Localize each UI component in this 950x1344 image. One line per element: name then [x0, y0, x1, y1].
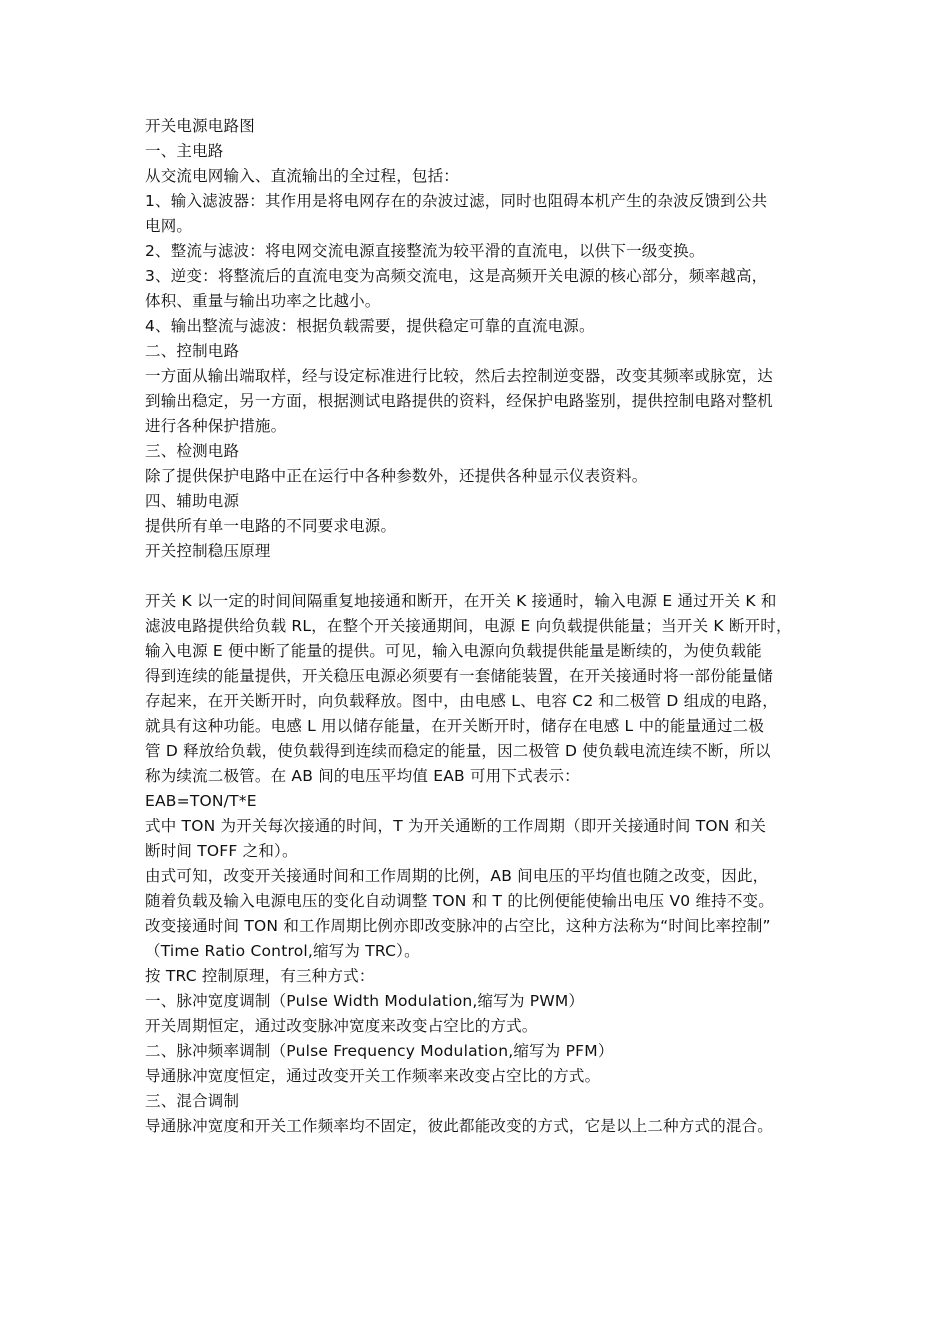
- paragraph-line: 导通脉冲宽度和开关工作频率均不固定，彼此都能改变的方式，它是以上二种方式的混合。: [145, 1117, 774, 1135]
- paragraph-line: 开关 K 以一定的时间间隔重复地接通和断开，在开关 K 接通时，输入电源 E 通过开关 K 和: [145, 592, 777, 610]
- section-heading-aux-power: 四、辅助电源: [145, 492, 240, 510]
- paragraph-line: 存起来，在开关断开时，向负载释放。图中，由电感 L、电容 C2 和二极管 D 组成的电路，: [145, 692, 778, 710]
- paragraph: 从交流电网输入、直流输出的全过程，包括：: [145, 167, 460, 185]
- paragraph-line: 4、输出整流与滤波：根据负载需要，提供稳定可靠的直流电源。: [145, 317, 595, 335]
- paragraph-line: 3、逆变：将整流后的直流电变为高频交流电，这是高频开关电源的核心部分，频率越高，: [145, 267, 768, 285]
- paragraph-line: 断时间 TOFF 之和）。: [145, 842, 298, 860]
- paragraph-line: 式中 TON 为开关每次接通的时间，T 为开关通断的工作周期（即开关接通时间 TON 和关: [145, 817, 767, 835]
- subheading-pwm: 一、脉冲宽度调制（Pulse Width Modulation,缩写为 PWM）: [145, 992, 585, 1010]
- paragraph-line: 输入电源 E 便中断了能量的提供。可见，输入电源向负载提供能量是断续的，为使负载能: [145, 642, 762, 660]
- paragraph-line: 提供所有单一电路的不同要求电源。: [145, 517, 397, 535]
- paragraph-line: 2、整流与滤波：将电网交流电源直接整流为较平滑的直流电，以供下一级变换。: [145, 242, 705, 260]
- paragraph-line: 滤波电路提供给负载 RL，在整个开关接通期间，电源 E 向负载提供能量；当开关 K 断开时，: [145, 617, 792, 635]
- paragraph-line: 改变接通时间 TON 和工作周期比例亦即改变脉冲的占空比，这种方法称为“时间比率控制”: [145, 917, 771, 935]
- formula: EAB=TON/T*E: [145, 792, 257, 810]
- paragraph-line: 开关周期恒定，通过改变脉冲宽度来改变占空比的方式。: [145, 1017, 538, 1035]
- subheading-pfm: 二、脉冲频率调制（Pulse Frequency Modulation,缩写为 PFM）: [145, 1042, 614, 1060]
- paragraph-line: 导通脉冲宽度恒定，通过改变开关工作频率来改变占空比的方式。: [145, 1067, 601, 1085]
- paragraph-line: 到输出稳定，另一方面，根据测试电路提供的资料，经保护电路鉴别，提供控制电路对整机: [145, 392, 774, 410]
- document-title: 开关电源电路图: [145, 117, 255, 135]
- paragraph-line: 得到连续的能量提供，开关稳压电源必须要有一套储能装置，在开关接通时将一部份能量储: [145, 667, 774, 685]
- section-heading-control-circuit: 二、控制电路: [145, 342, 240, 360]
- section-heading-principle: 开关控制稳压原理: [145, 542, 271, 560]
- paragraph-line: 管 D 释放给负载，使负载得到连续而稳定的能量，因二极管 D 使负载电流连续不断，所以: [145, 742, 771, 760]
- paragraph-line: 随着负载及输入电源电压的变化自动调整 TON 和 T 的比例便能使输出电压 V0 维持不变。: [145, 892, 774, 910]
- paragraph-line: 电网。: [145, 217, 193, 235]
- paragraph-line: 称为续流二极管。在 AB 间的电压平均值 EAB 可用下式表示：: [145, 767, 580, 785]
- paragraph-line: 按 TRC 控制原理，有三种方式：: [145, 967, 375, 985]
- paragraph-line: 由式可知，改变开关接通时间和工作周期的比例，AB 间电压的平均值也随之改变，因此，: [145, 867, 769, 885]
- document-body: [145, 114, 811, 1139]
- blank-line: [145, 564, 811, 589]
- paragraph-line: （Time Ratio Control,缩写为 TRC）。: [145, 942, 420, 960]
- section-heading-main-circuit: 一、主电路: [145, 142, 224, 160]
- paragraph-line: 除了提供保护电路中正在运行中各种参数外，还提供各种显示仪表资料。: [145, 467, 648, 485]
- paragraph-line: 就具有这种功能。电感 L 用以储存能量，在开关断开时，储存在电感 L 中的能量通过二极: [145, 717, 765, 735]
- paragraph-line: 体积、重量与输出功率之比越小。: [145, 292, 381, 310]
- paragraph-line: 1、输入滤波器：其作用是将电网存在的杂波过滤，同时也阻碍本机产生的杂波反馈到公共: [145, 192, 768, 210]
- subheading-mixed: 三、混合调制: [145, 1092, 240, 1110]
- section-heading-detect-circuit: 三、检测电路: [145, 442, 240, 460]
- paragraph-line: 进行各种保护措施。: [145, 417, 287, 435]
- paragraph-line: 一方面从输出端取样，经与设定标准进行比较，然后去控制逆变器，改变其频率或脉宽，达: [145, 367, 774, 385]
